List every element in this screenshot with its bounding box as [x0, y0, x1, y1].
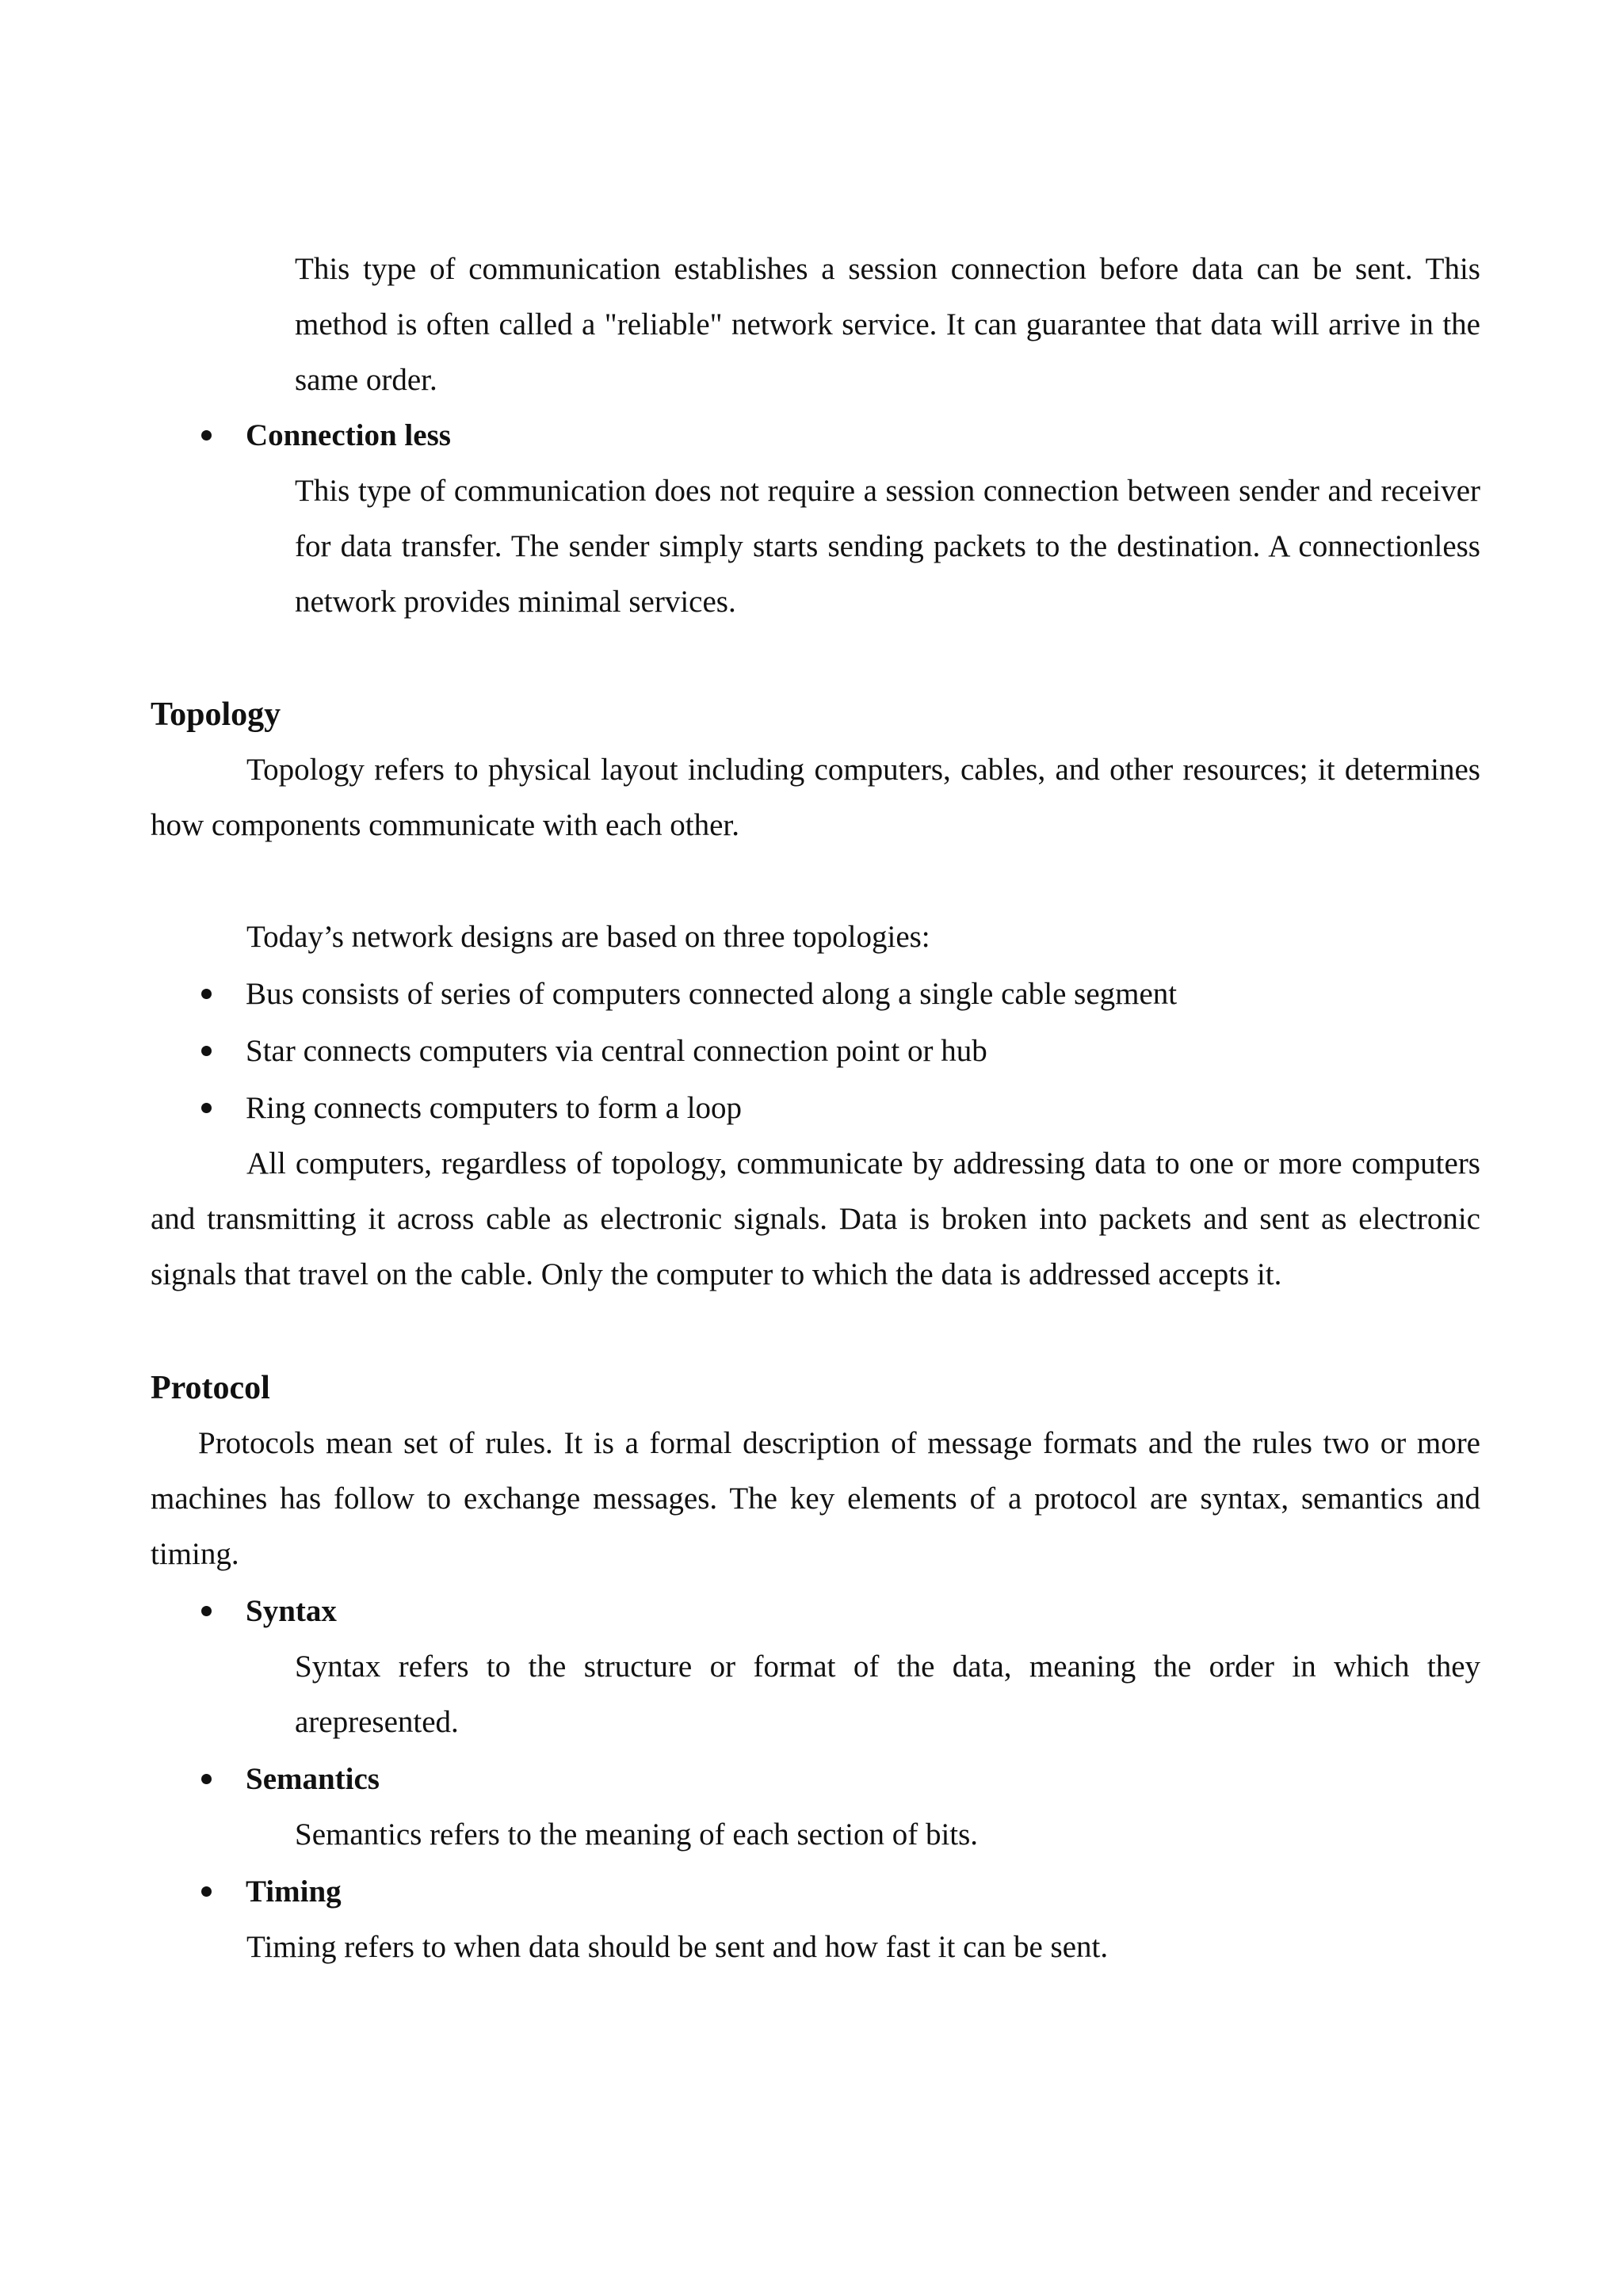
bullet-icon [201, 1103, 212, 1113]
protocol-section [151, 1360, 1480, 1975]
topology-item-bus: Bus consists of series of computers connected along a single cable segment [246, 977, 1178, 1011]
list-item [151, 408, 1480, 463]
list-item [151, 1864, 1480, 1920]
protocol-heading: Protocol [151, 1370, 270, 1406]
topology-item-ring: Ring connects computers to form a loop [246, 1091, 743, 1125]
protocol-element-timing-title: Timing [246, 1875, 342, 1909]
topology-heading: Topology [151, 696, 281, 733]
topology-closing: All computers, regardless of topology, communicate by addressing data to one or more computers and transmitting it across cable as electronic signals. Data is broken into packets and sent as electronic signals that travel on the cable. Only the computer to which the data is addressed accepts it. [151, 1146, 1480, 1291]
topology-definition: Topology refers to physical layout including computers, cables, and other resources; it determines how components communicate with each other. [151, 753, 1480, 842]
bullet-icon [201, 1886, 212, 1897]
protocol-element-syntax-body: Syntax refers to the structure or format of the data, meaning the order in which they arepresented. [295, 1650, 1480, 1739]
list-item [151, 1081, 1480, 1136]
bullet-icon [201, 1774, 212, 1784]
list-item [151, 1752, 1480, 1807]
topology-item-star: Star connects computers via central connection point or hub [246, 1034, 987, 1068]
topology-section [151, 687, 1480, 853]
list-item [151, 967, 1480, 1022]
protocol-element-semantics-title: Semantics [246, 1762, 380, 1796]
list-item [151, 1584, 1480, 1639]
connection-less-title: Connection less [246, 418, 451, 452]
protocol-element-syntax-title: Syntax [246, 1594, 337, 1628]
protocol-definition: Protocols mean set of rules. It is a formal description of message formats and the rules two or more machines has follow to exchange messages. The key elements of a protocol are syntax, semantics and timing. [151, 1426, 1480, 1571]
protocol-element-timing-body: Timing refers to when data should be sent and how fast it can be sent. [246, 1930, 1109, 1964]
connection-less-body: This type of communication does not require a session connection between sender and receiver for data transfer. The sender simply starts sending packets to the destination. A connectionless network provides minimal services. [295, 474, 1480, 619]
connection-less-section [151, 408, 1480, 630]
list-item [151, 1024, 1480, 1079]
topology-list-section [151, 910, 1480, 1302]
protocol-element-semantics-body: Semantics refers to the meaning of each section of bits. [295, 1817, 979, 1852]
topology-designs-intro: Today’s network designs are based on three topologies: [246, 920, 930, 954]
bullet-icon [201, 989, 212, 999]
intro-section [151, 242, 1480, 408]
bullet-icon [201, 1606, 212, 1616]
intro-paragraph: This type of communication establishes a session connection before data can be sent. This method is often called a "reliable" network service. It can guarantee that data will arrive in the same order. [295, 252, 1480, 397]
bullet-icon [201, 1046, 212, 1056]
bullet-icon [201, 430, 212, 441]
